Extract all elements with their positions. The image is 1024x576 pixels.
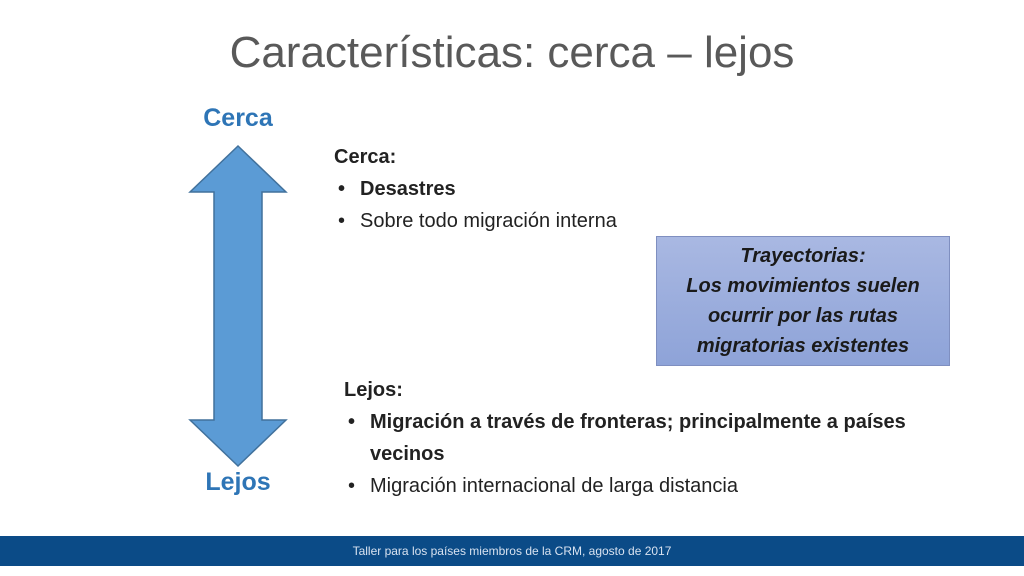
far-item-long-distance: • Migración internacional de larga distancia: [344, 470, 984, 502]
trajectories-callout: [656, 236, 950, 366]
footer-bar: [0, 536, 1024, 566]
label-far: Lejos: [205, 468, 271, 496]
near-heading: Cerca:: [334, 146, 397, 168]
near-list: [334, 173, 694, 237]
slide-title: Características: cerca – lejos: [229, 28, 795, 77]
far-block: [344, 374, 984, 502]
far-list: [344, 406, 984, 502]
footer-text: Taller para los países miembros de la CRM, agosto de 2017: [352, 544, 672, 558]
callout-text: Los movimientos suelen ocurrir por las rutas migratorias existentes: [686, 275, 920, 357]
near-item-disasters: • Desastres: [334, 173, 694, 205]
near-block: [334, 141, 694, 237]
callout-heading: Trayectorias:: [740, 245, 866, 267]
far-heading: Lejos:: [344, 379, 403, 401]
far-item-cross-border: • Migración a través de fronteras; principalmente a países vecinos: [344, 406, 984, 470]
label-near: Cerca: [203, 104, 273, 132]
double-arrow-icon: [188, 144, 288, 468]
near-item-internal-migration: • Sobre todo migración interna: [334, 205, 694, 237]
